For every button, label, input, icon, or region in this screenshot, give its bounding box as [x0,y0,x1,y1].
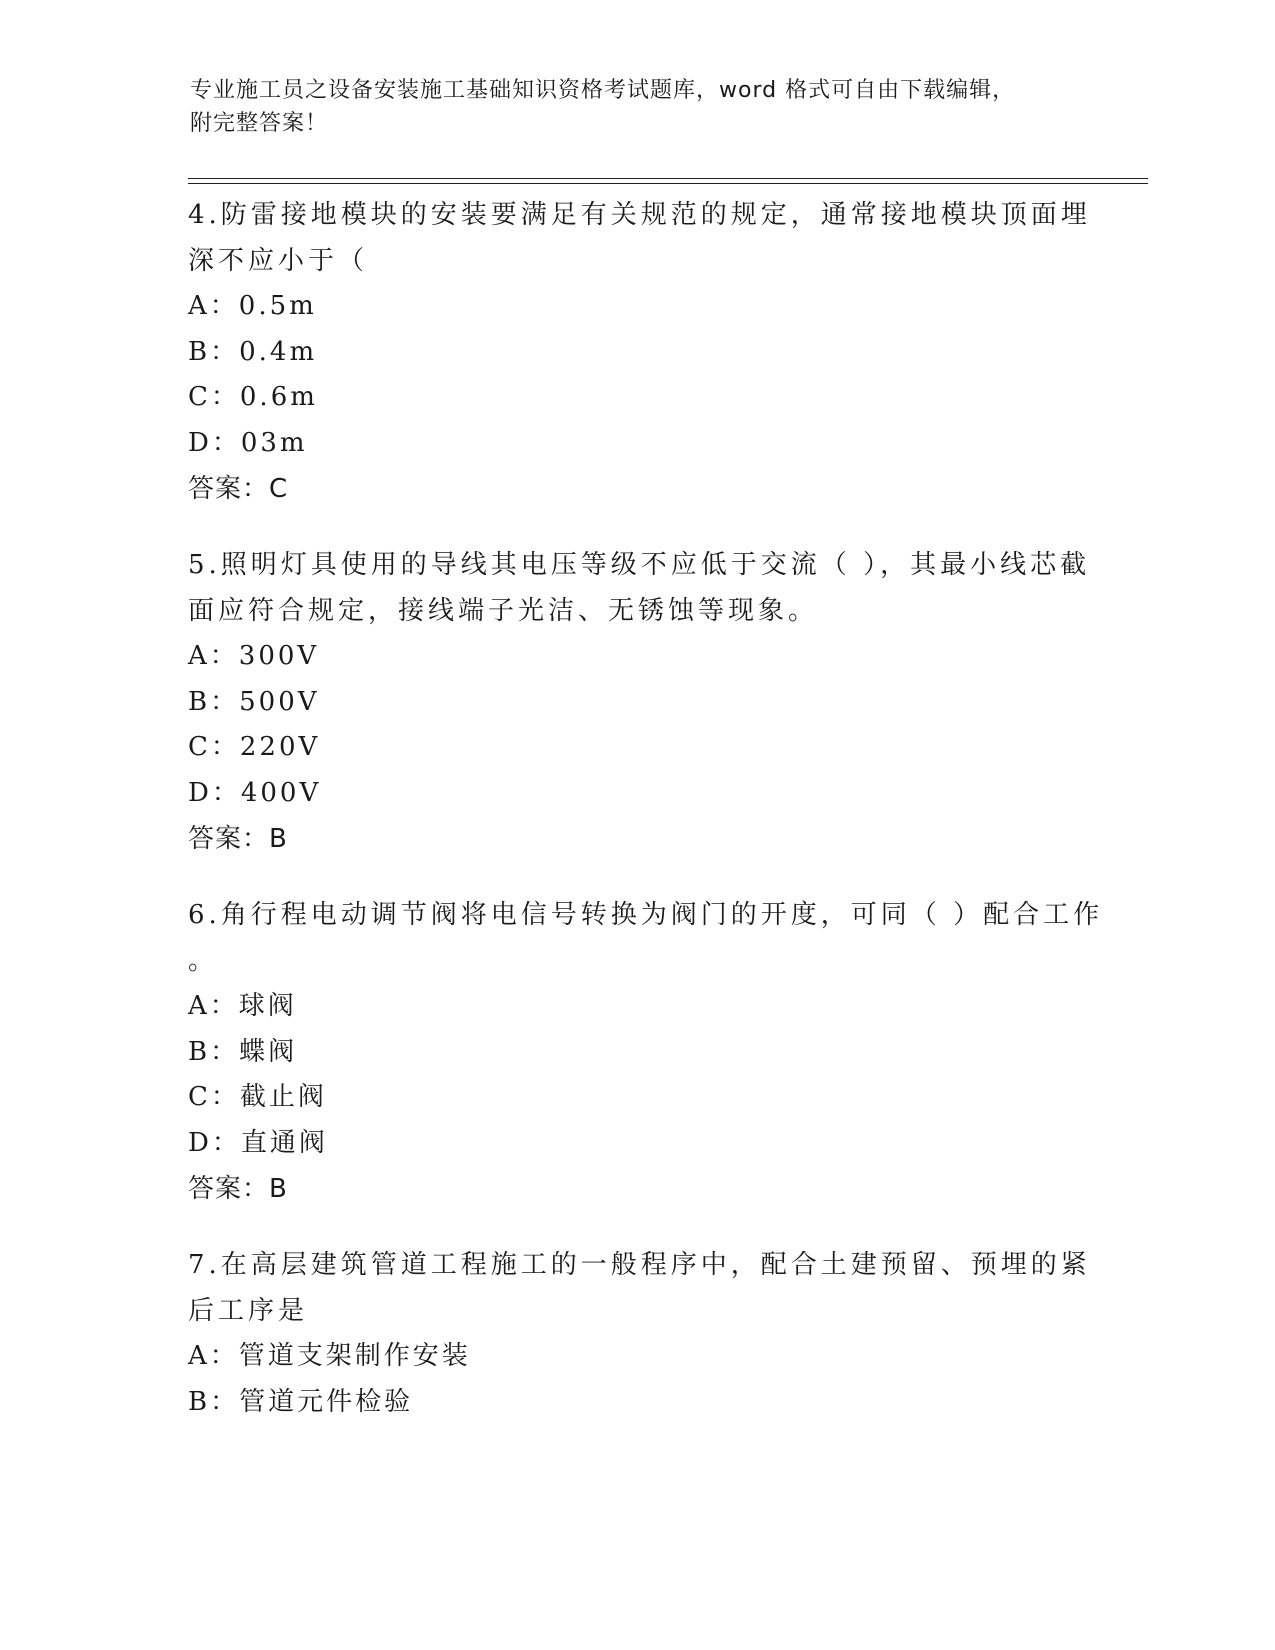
question-stem [188,542,1108,634]
stem-line-1: 6.角行程电动调节阀将电信号转换为阀门的开度，可同（ ）配合工作 [188,900,1104,930]
header-divider-bottom [188,183,1148,184]
stem-line-1: 4.防雷接地模块的安装要满足有关规范的规定，通常接地模块顶面埋 [188,200,1091,230]
question-5 [188,542,1108,862]
option-d: D：直通阀 [188,1127,328,1158]
stem-line-2: 。 [188,946,219,976]
option-b: B：0.4m [188,336,318,367]
header-line-1: 专业施工员之设备安装施工基础知识资格考试题库，word 格式可自由下载编辑， [190,78,1016,103]
option-b: B：500V [188,686,320,717]
header-line-2: 附完整答案！ [190,111,329,136]
question-6 [188,892,1108,1212]
question-stem [188,192,1108,284]
question-stem [188,1242,1108,1334]
stem-line-2: 深不应小于（ [188,246,369,276]
answer: 答案：B [188,1174,288,1204]
option-a: A：管道支架制作安装 [188,1341,471,1371]
option-a: A：球阀 [188,991,297,1021]
option-c: C：0.6m [188,382,318,412]
option-b: B：管道元件检验 [188,1386,414,1417]
stem-line-1: 7.在高层建筑管道工程施工的一般程序中，配合土建预留、预埋的紧 [188,1250,1091,1280]
option-c: C：220V [188,732,321,762]
option-d: D：03m [188,427,308,458]
stem-line-2: 后工序是 [188,1296,309,1326]
option-a: A：300V [188,641,320,671]
answer: 答案：C [188,474,289,504]
stem-line-1: 5.照明灯具使用的导线其电压等级不应低于交流（ ），其最小线芯截 [188,550,1091,580]
header-divider-top [188,178,1148,179]
document-header [190,74,1090,140]
option-a: A：0.5m [188,291,317,321]
option-c: C：截止阀 [188,1082,327,1112]
question-list [188,188,1108,1455]
answer: 答案：B [188,824,288,854]
option-d: D：400V [188,777,322,808]
question-stem [188,892,1108,984]
question-7 [188,1242,1108,1425]
stem-line-2: 面应符合规定，接线端子光洁、无锈蚀等现象。 [188,596,819,626]
question-4 [188,192,1108,512]
option-b: B：蝶阀 [188,1036,298,1067]
